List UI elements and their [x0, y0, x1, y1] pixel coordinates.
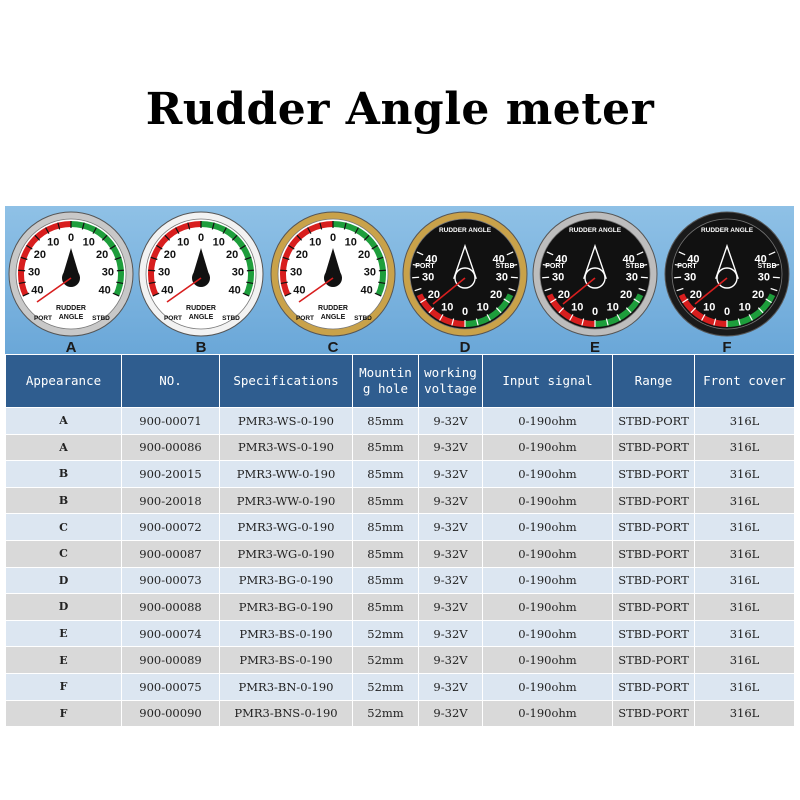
cell-range: STBD-PORT	[613, 540, 695, 567]
cell-no: 900-00088	[122, 594, 220, 621]
cell-no: 900-00073	[122, 567, 220, 594]
cell-specifications: PMR3-BG-0-190	[220, 567, 353, 594]
cell-working-voltage: 9-32V	[419, 434, 483, 461]
scale-number: 40	[293, 284, 306, 297]
rudder-text: RUDDER	[186, 305, 216, 312]
cell-mounting-hole: 85mm	[353, 461, 419, 488]
scale-number: 20	[427, 288, 440, 301]
cell-no: 900-20018	[122, 487, 220, 514]
cell-appearance: A	[6, 408, 122, 435]
scale-number: 20	[96, 249, 109, 262]
scale-number: 20	[163, 249, 176, 262]
cell-front-cover: 316L	[695, 434, 795, 461]
spec-table	[5, 354, 795, 727]
stbd-text: STBD	[222, 315, 240, 322]
port-text: PORT	[545, 263, 565, 270]
scale-number: 10	[212, 236, 225, 249]
cell-input-signal: 0-190ohm	[483, 673, 613, 700]
cell-working-voltage: 9-32V	[419, 408, 483, 435]
port-text: PORT	[33, 315, 53, 322]
scale-number: 10	[82, 236, 95, 249]
scale-number: 0	[591, 306, 599, 318]
gauge-letter: B	[195, 339, 207, 354]
gauge-b	[139, 212, 263, 354]
cell-range: STBD-PORT	[613, 487, 695, 514]
col-header-no: NO.	[122, 355, 220, 408]
scale-number: 40	[161, 284, 174, 297]
gauge-f	[665, 212, 789, 354]
cell-appearance: E	[6, 620, 122, 647]
cell-input-signal: 0-190ohm	[483, 620, 613, 647]
gauge-letter: E	[589, 339, 601, 354]
angle-text: ANGLE	[188, 314, 214, 321]
scale-number: 10	[441, 301, 454, 314]
scale-number: 30	[289, 266, 303, 279]
cell-front-cover: 316L	[695, 408, 795, 435]
scale-number: 30	[551, 271, 565, 284]
cell-working-voltage: 9-32V	[419, 700, 483, 727]
cell-range: STBD-PORT	[613, 514, 695, 541]
gauge-d	[403, 212, 527, 354]
rudder-text: RUDDER	[56, 305, 86, 312]
cell-no: 900-20015	[122, 461, 220, 488]
cell-working-voltage: 9-32V	[419, 594, 483, 621]
cell-appearance: F	[6, 673, 122, 700]
scale-number: 20	[620, 288, 633, 301]
cell-appearance: B	[6, 487, 122, 514]
cell-front-cover: 316L	[695, 487, 795, 514]
cell-front-cover: 316L	[695, 567, 795, 594]
scale-number: 10	[47, 236, 60, 249]
scale-number: 30	[757, 271, 771, 284]
scale-number: 20	[226, 249, 239, 262]
cell-range: STBD-PORT	[613, 434, 695, 461]
cell-no: 900-00072	[122, 514, 220, 541]
table-row	[6, 594, 795, 621]
gauge-e	[533, 212, 657, 354]
cell-specifications: PMR3-BG-0-190	[220, 594, 353, 621]
scale-number: 20	[689, 288, 702, 301]
stbd-text: STBD	[92, 315, 110, 322]
cell-input-signal: 0-190ohm	[483, 461, 613, 488]
cell-working-voltage: 9-32V	[419, 647, 483, 674]
stbd-text: STBD	[495, 263, 515, 270]
scale-number: 20	[490, 288, 503, 301]
scale-number: 40	[228, 284, 241, 297]
scale-number: 10	[606, 301, 619, 314]
cell-front-cover: 316L	[695, 461, 795, 488]
cell-input-signal: 0-190ohm	[483, 487, 613, 514]
port-text: PORT	[677, 263, 697, 270]
scale-number: 30	[495, 271, 509, 284]
cell-input-signal: 0-190ohm	[483, 647, 613, 674]
scale-number: 40	[687, 253, 700, 266]
cell-input-signal: 0-190ohm	[483, 594, 613, 621]
scale-number: 40	[31, 284, 44, 297]
cell-appearance: F	[6, 700, 122, 727]
scale-number: 0	[461, 306, 469, 318]
scale-number: 30	[27, 266, 41, 279]
table-row	[6, 487, 795, 514]
scale-number: 0	[329, 232, 337, 244]
scale-number: 40	[754, 253, 767, 266]
scale-number: 10	[476, 301, 489, 314]
scale-number: 40	[360, 284, 373, 297]
cell-mounting-hole: 85mm	[353, 514, 419, 541]
scale-number: 40	[555, 253, 568, 266]
scale-number: 10	[344, 236, 357, 249]
cell-no: 900-00075	[122, 673, 220, 700]
scale-number: 10	[571, 301, 584, 314]
gauge-letter: C	[327, 339, 339, 354]
cell-mounting-hole: 85mm	[353, 540, 419, 567]
scale-number: 30	[157, 266, 171, 279]
table-row	[6, 567, 795, 594]
cell-working-voltage: 9-32V	[419, 620, 483, 647]
cell-specifications: PMR3-BS-0-190	[220, 620, 353, 647]
scale-number: 10	[703, 301, 716, 314]
gauge-letter: F	[722, 339, 732, 354]
gauge-letter: A	[65, 339, 77, 354]
cell-specifications: PMR3-WW-0-190	[220, 461, 353, 488]
col-header-front-cover: Front cover	[695, 355, 795, 408]
stbd-text: STBD	[354, 315, 372, 322]
cell-range: STBD-PORT	[613, 620, 695, 647]
cell-range: STBD-PORT	[613, 700, 695, 727]
cell-specifications: PMR3-BNS-0-190	[220, 700, 353, 727]
cell-mounting-hole: 52mm	[353, 647, 419, 674]
port-text: PORT	[415, 263, 435, 270]
cell-input-signal: 0-190ohm	[483, 434, 613, 461]
scale-number: 10	[309, 236, 322, 249]
cell-range: STBD-PORT	[613, 647, 695, 674]
cell-appearance: D	[6, 594, 122, 621]
cell-no: 900-00090	[122, 700, 220, 727]
cell-range: STBD-PORT	[613, 461, 695, 488]
rudder-angle-text: RUDDER ANGLE	[700, 227, 754, 234]
port-text: PORT	[295, 315, 315, 322]
cell-front-cover: 316L	[695, 700, 795, 727]
cell-mounting-hole: 52mm	[353, 673, 419, 700]
table-row	[6, 700, 795, 727]
scale-number: 30	[101, 266, 115, 279]
gauge-banner	[5, 206, 794, 354]
cell-appearance: B	[6, 461, 122, 488]
cell-input-signal: 0-190ohm	[483, 567, 613, 594]
col-header-appearance: Appearance	[6, 355, 122, 408]
table-row	[6, 620, 795, 647]
scale-number: 20	[557, 288, 570, 301]
gauge-a	[9, 212, 133, 354]
cell-front-cover: 316L	[695, 647, 795, 674]
cell-front-cover: 316L	[695, 594, 795, 621]
rudder-text: RUDDER	[318, 305, 348, 312]
cell-input-signal: 0-190ohm	[483, 408, 613, 435]
cell-mounting-hole: 52mm	[353, 620, 419, 647]
stbd-text: STBD	[757, 263, 777, 270]
cell-specifications: PMR3-WW-0-190	[220, 487, 353, 514]
cell-working-voltage: 9-32V	[419, 461, 483, 488]
scale-number: 20	[33, 249, 46, 262]
cell-appearance: C	[6, 540, 122, 567]
table-row	[6, 514, 795, 541]
scale-number: 40	[98, 284, 111, 297]
table-row	[6, 673, 795, 700]
cell-mounting-hole: 85mm	[353, 567, 419, 594]
scale-number: 10	[177, 236, 190, 249]
scale-number: 0	[67, 232, 75, 244]
cell-no: 900-00087	[122, 540, 220, 567]
cell-specifications: PMR3-WG-0-190	[220, 540, 353, 567]
col-header-working-voltage: working voltage	[419, 355, 483, 408]
scale-number: 30	[683, 271, 697, 284]
cell-mounting-hole: 85mm	[353, 434, 419, 461]
cell-input-signal: 0-190ohm	[483, 514, 613, 541]
cell-no: 900-00074	[122, 620, 220, 647]
cell-input-signal: 0-190ohm	[483, 700, 613, 727]
col-header-specifications: Specifications	[220, 355, 353, 408]
cell-specifications: PMR3-WS-0-190	[220, 408, 353, 435]
scale-number: 20	[295, 249, 308, 262]
cell-specifications: PMR3-BS-0-190	[220, 647, 353, 674]
cell-specifications: PMR3-BN-0-190	[220, 673, 353, 700]
rudder-angle-text: RUDDER ANGLE	[568, 227, 622, 234]
scale-number: 20	[752, 288, 765, 301]
scale-number: 30	[363, 266, 377, 279]
gauge-illustrations	[5, 206, 794, 354]
table-row	[6, 434, 795, 461]
col-header-input-signal: Input signal	[483, 355, 613, 408]
cell-working-voltage: 9-32V	[419, 540, 483, 567]
cell-working-voltage: 9-32V	[419, 567, 483, 594]
cell-appearance: C	[6, 514, 122, 541]
cell-front-cover: 316L	[695, 540, 795, 567]
scale-number: 10	[738, 301, 751, 314]
cell-front-cover: 316L	[695, 514, 795, 541]
cell-range: STBD-PORT	[613, 673, 695, 700]
cell-no: 900-00086	[122, 434, 220, 461]
table-row	[6, 408, 795, 435]
cell-mounting-hole: 85mm	[353, 408, 419, 435]
gauge-letter: D	[459, 339, 471, 354]
rudder-angle-text: RUDDER ANGLE	[438, 227, 492, 234]
table-row	[6, 461, 795, 488]
cell-front-cover: 316L	[695, 673, 795, 700]
cell-mounting-hole: 85mm	[353, 487, 419, 514]
stbd-text: STBD	[625, 263, 645, 270]
angle-text: ANGLE	[320, 314, 346, 321]
cell-specifications: PMR3-WS-0-190	[220, 434, 353, 461]
scale-number: 20	[358, 249, 371, 262]
scale-number: 0	[723, 306, 731, 318]
table-row	[6, 540, 795, 567]
scale-number: 30	[421, 271, 435, 284]
angle-text: ANGLE	[58, 314, 84, 321]
cell-range: STBD-PORT	[613, 408, 695, 435]
cell-mounting-hole: 85mm	[353, 594, 419, 621]
cell-mounting-hole: 52mm	[353, 700, 419, 727]
table-row	[6, 647, 795, 674]
scale-number: 0	[197, 232, 205, 244]
port-text: PORT	[163, 315, 183, 322]
cell-range: STBD-PORT	[613, 567, 695, 594]
cell-specifications: PMR3-WG-0-190	[220, 514, 353, 541]
page-title: Rudder Angle meter	[145, 84, 655, 135]
scale-number: 30	[231, 266, 245, 279]
cell-appearance: A	[6, 434, 122, 461]
cell-appearance: D	[6, 567, 122, 594]
cell-input-signal: 0-190ohm	[483, 540, 613, 567]
col-header-mounting-hole: Mountin g hole	[353, 355, 419, 408]
table-header-row	[6, 355, 795, 408]
gauge-c	[271, 212, 395, 354]
cell-no: 900-00071	[122, 408, 220, 435]
cell-no: 900-00089	[122, 647, 220, 674]
cell-working-voltage: 9-32V	[419, 673, 483, 700]
scale-number: 40	[425, 253, 438, 266]
cell-appearance: E	[6, 647, 122, 674]
cell-front-cover: 316L	[695, 620, 795, 647]
scale-number: 30	[625, 271, 639, 284]
scale-number: 40	[492, 253, 505, 266]
cell-working-voltage: 9-32V	[419, 514, 483, 541]
cell-working-voltage: 9-32V	[419, 487, 483, 514]
cell-range: STBD-PORT	[613, 594, 695, 621]
scale-number: 40	[622, 253, 635, 266]
col-header-range: Range	[613, 355, 695, 408]
